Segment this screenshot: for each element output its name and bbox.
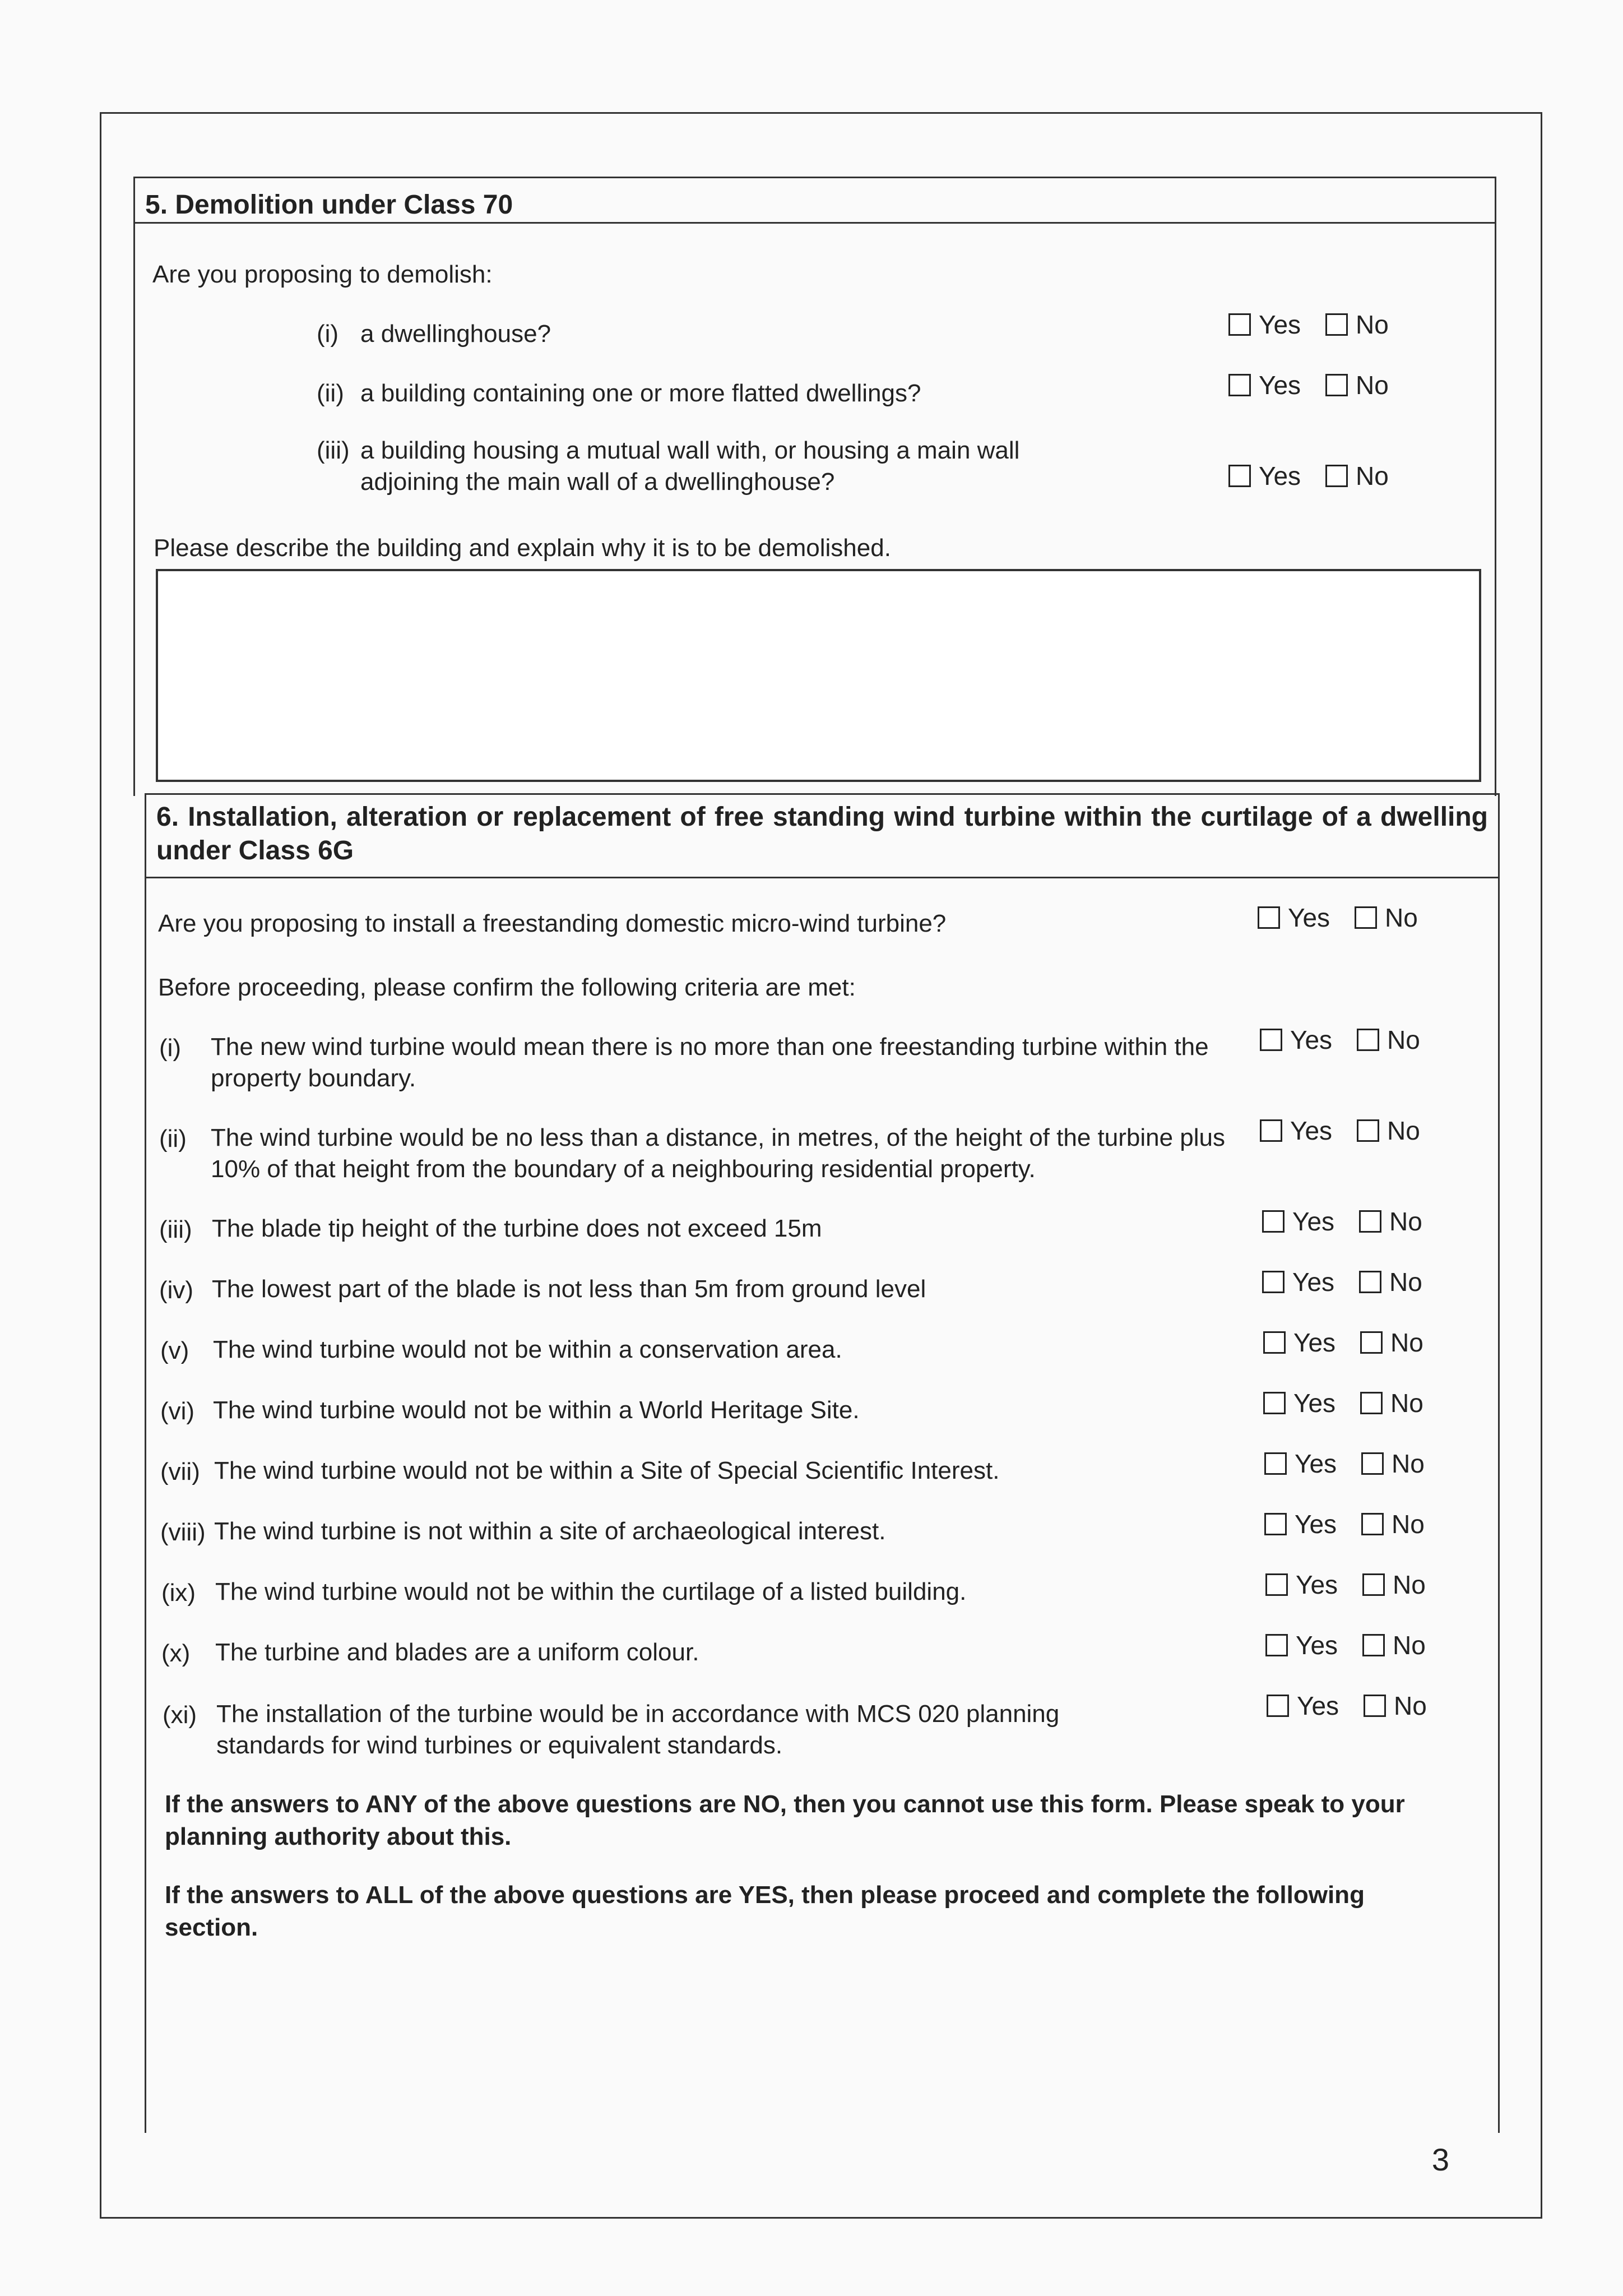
criterion-8-no-checkbox[interactable] — [1361, 1513, 1384, 1535]
criterion-5-yes-checkbox[interactable] — [1263, 1331, 1286, 1354]
criterion-5-answer — [1263, 1328, 1423, 1357]
q5-2-no-checkbox[interactable] — [1325, 374, 1348, 396]
describe-prompt: Please describe the building and explain why it is to be demolished. — [154, 534, 891, 562]
criterion-8-answer — [1264, 1510, 1425, 1538]
q5-2-yes-checkbox[interactable] — [1228, 374, 1251, 396]
criterion-3-answer — [1262, 1207, 1422, 1235]
criterion-8-yes-checkbox[interactable] — [1264, 1513, 1287, 1535]
no-label: No — [1387, 1025, 1420, 1054]
criterion-2-no-checkbox[interactable] — [1357, 1119, 1379, 1142]
page-number: 3 — [1431, 2142, 1449, 2177]
q5-1-answer — [1228, 311, 1389, 339]
criterion-10-yes-checkbox[interactable] — [1265, 1634, 1288, 1656]
criterion-5-number: (v) — [160, 1337, 189, 1364]
criterion-1-answer — [1260, 1026, 1420, 1054]
no-label: No — [1356, 371, 1389, 400]
criterion-4-yes-checkbox[interactable] — [1262, 1271, 1285, 1293]
yes-label: Yes — [1292, 1267, 1335, 1297]
yes-label: Yes — [1295, 1449, 1337, 1478]
criterion-4-number: (iv) — [159, 1276, 194, 1304]
criterion-2-yes-checkbox[interactable] — [1260, 1119, 1282, 1142]
q6-main-yes-checkbox[interactable] — [1258, 906, 1280, 929]
q5-2-answer — [1228, 371, 1389, 399]
yes-label: Yes — [1290, 1025, 1333, 1054]
criterion-11-no-checkbox[interactable] — [1364, 1695, 1386, 1717]
criterion-1-no-checkbox[interactable] — [1357, 1029, 1379, 1051]
q5-1-no-checkbox[interactable] — [1325, 313, 1348, 336]
criterion-5-no-checkbox[interactable] — [1360, 1331, 1383, 1354]
no-label: No — [1389, 1207, 1422, 1236]
criterion-7-answer — [1264, 1450, 1425, 1478]
no-label: No — [1393, 1570, 1426, 1599]
yes-label: Yes — [1297, 1691, 1339, 1720]
criterion-9-answer — [1265, 1571, 1426, 1599]
criteria-intro: Before proceeding, please confirm the following criteria are met: — [158, 974, 856, 1001]
criterion-8-text: The wind turbine is not within a site of archaeological interest. — [214, 1517, 886, 1545]
criterion-4-no-checkbox[interactable] — [1359, 1271, 1381, 1293]
note-answers-yes: If the answers to ALL of the above questions are YES, then please proceed and complete the following section. — [165, 1881, 1365, 1941]
criterion-11-text: The installation of the turbine would be in accordance with MCS 020 planning standards for wind turbines or equivalent standards. — [216, 1700, 1060, 1759]
q5-1-text: a dwellinghouse? — [360, 320, 551, 348]
note-answers-no: If the answers to ANY of the above questions are NO, then you cannot use this form. Please speak to your planning authority about this. — [165, 1790, 1405, 1850]
criterion-6-text: The wind turbine would not be within a World Heritage Site. — [213, 1396, 860, 1424]
criterion-3-number: (iii) — [159, 1216, 192, 1243]
criterion-9-number: (ix) — [161, 1579, 196, 1607]
criterion-2-number: (ii) — [159, 1125, 187, 1152]
criterion-6-number: (vi) — [160, 1397, 195, 1425]
criterion-4-text: The lowest part of the blade is not less than 5m from ground level — [212, 1275, 926, 1303]
criterion-9-yes-checkbox[interactable] — [1265, 1573, 1288, 1596]
yes-label: Yes — [1296, 1631, 1338, 1660]
section-5-title: 5. Demolition under Class 70 — [135, 178, 1495, 224]
no-label: No — [1356, 461, 1389, 490]
criterion-10-answer — [1265, 1631, 1426, 1659]
criterion-5-text: The wind turbine would not be within a conservation area. — [213, 1336, 842, 1363]
criterion-2-answer — [1260, 1117, 1420, 1145]
criterion-6-no-checkbox[interactable] — [1360, 1392, 1383, 1414]
criterion-1-text: The new wind turbine would mean there is no more than one freestanding turbine within the property boundary. — [211, 1033, 1209, 1092]
yes-label: Yes — [1290, 1116, 1333, 1145]
yes-label: Yes — [1295, 1510, 1337, 1539]
no-label: No — [1390, 1388, 1423, 1418]
criterion-10-text: The turbine and blades are a uniform colour. — [215, 1638, 699, 1666]
criterion-1-number: (i) — [159, 1034, 182, 1062]
criterion-11-answer — [1267, 1692, 1427, 1720]
yes-label: Yes — [1293, 1388, 1336, 1418]
yes-label: Yes — [1259, 310, 1301, 339]
no-label: No — [1389, 1267, 1422, 1297]
criterion-10-no-checkbox[interactable] — [1362, 1634, 1385, 1656]
criterion-9-no-checkbox[interactable] — [1362, 1573, 1385, 1596]
criterion-11-number: (xi) — [163, 1701, 197, 1729]
yes-label: Yes — [1288, 903, 1330, 932]
no-label: No — [1392, 1449, 1425, 1478]
criterion-3-text: The blade tip height of the turbine does not exceed 15m — [212, 1215, 822, 1242]
section-5-intro: Are you proposing to demolish: — [152, 261, 493, 288]
q5-3-text: a building housing a mutual wall with, or housing a main wall adjoining the main wall of a dwellinghouse? — [360, 437, 1020, 496]
no-label: No — [1394, 1691, 1427, 1720]
criterion-6-answer — [1263, 1389, 1423, 1417]
q5-1-yes-checkbox[interactable] — [1228, 313, 1251, 336]
criterion-9-text: The wind turbine would not be within the curtilage of a listed building. — [215, 1578, 967, 1605]
q5-2-number: (ii) — [317, 379, 344, 407]
criterion-4-answer — [1262, 1268, 1422, 1296]
yes-label: Yes — [1292, 1207, 1335, 1236]
criterion-3-yes-checkbox[interactable] — [1262, 1210, 1285, 1233]
yes-label: Yes — [1293, 1328, 1336, 1357]
yes-label: Yes — [1259, 461, 1301, 490]
section-6-title: 6. Installation, alteration or replacement of free standing wind turbine within the curtilage of a dwelling under Class 6G — [146, 795, 1498, 878]
q5-3-number: (iii) — [317, 437, 350, 464]
q5-2-text: a building containing one or more flatted dwellings? — [360, 379, 921, 407]
q5-3-no-checkbox[interactable] — [1325, 465, 1348, 487]
no-label: No — [1356, 310, 1389, 339]
no-label: No — [1393, 1631, 1426, 1660]
no-label: No — [1387, 1116, 1420, 1145]
no-label: No — [1392, 1510, 1425, 1539]
criterion-11-yes-checkbox[interactable] — [1267, 1695, 1289, 1717]
criterion-10-number: (x) — [161, 1640, 191, 1667]
criterion-7-number: (vii) — [160, 1458, 200, 1485]
criterion-6-yes-checkbox[interactable] — [1263, 1392, 1286, 1414]
criterion-7-text: The wind turbine would not be within a Site of Special Scientific Interest. — [214, 1457, 1000, 1484]
q5-3-answer — [1228, 462, 1389, 490]
q5-1-number: (i) — [317, 320, 339, 348]
q6-main-no-checkbox[interactable] — [1355, 906, 1377, 929]
criterion-1-yes-checkbox[interactable] — [1260, 1029, 1282, 1051]
criterion-3-no-checkbox[interactable] — [1359, 1210, 1381, 1233]
yes-label: Yes — [1296, 1570, 1338, 1599]
no-label: No — [1390, 1328, 1423, 1357]
q5-3-yes-checkbox[interactable] — [1228, 465, 1251, 487]
criterion-8-number: (viii) — [160, 1519, 206, 1546]
criterion-7-yes-checkbox[interactable] — [1264, 1452, 1287, 1475]
q6-main-answer — [1258, 904, 1418, 932]
criterion-7-no-checkbox[interactable] — [1361, 1452, 1384, 1475]
section-6-main-question: Are you proposing to install a freestanding domestic micro-wind turbine? — [158, 910, 947, 937]
criterion-2-text: The wind turbine would be no less than a distance, in metres, of the height of the turbine plus 10% of that height from the boundary of a neighbouring residential property. — [211, 1124, 1225, 1183]
no-label: No — [1385, 903, 1418, 932]
building-description-field[interactable] — [156, 569, 1481, 782]
yes-label: Yes — [1259, 371, 1301, 400]
